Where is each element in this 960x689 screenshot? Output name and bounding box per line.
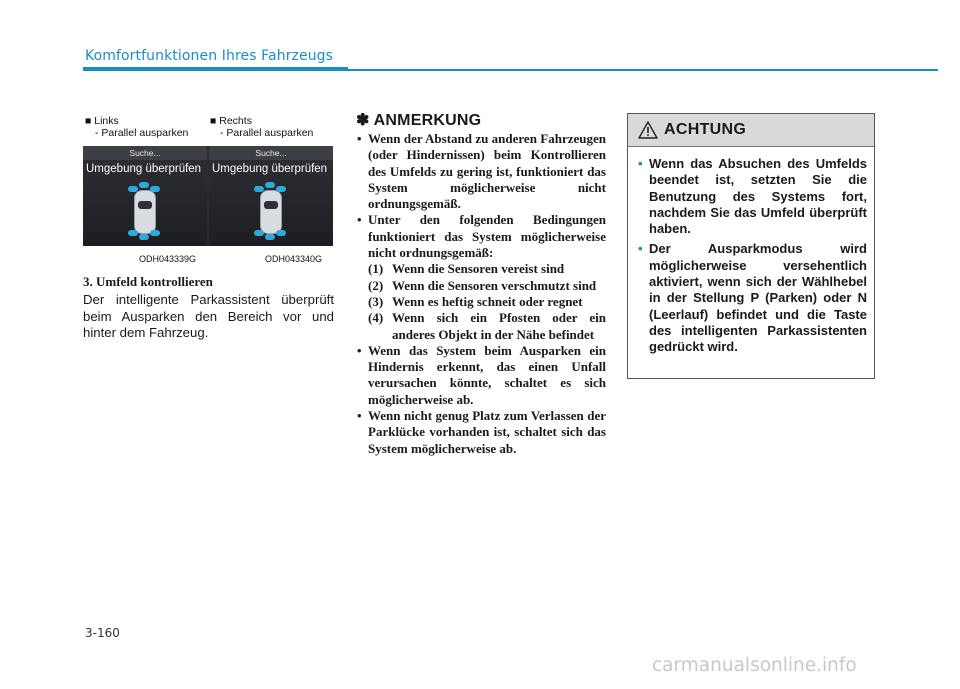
note-item: • Wenn der Abstand zu anderen Fahrzeugen (oder Hindernissen) beim Kontrollieren des Umfelds zu gering ist, funktioniert das System möglicherweise nicht ordnungsgemäß. (356, 131, 606, 212)
front-right-sensor-icon (276, 186, 286, 192)
page-number: 3-160 (85, 626, 120, 640)
condition-item: (1) Wenn die Sensoren vereist sind (368, 261, 565, 277)
display-panel-left (83, 146, 207, 246)
header-rule (348, 69, 938, 71)
caution-header (628, 114, 874, 147)
condition-item: (2) Wenn die Sensoren verschmutzt sind (368, 277, 597, 293)
display-status-right: Suche... (209, 146, 333, 160)
display-title-left: Umgebung überprüfen (86, 163, 202, 175)
note-list (356, 131, 606, 457)
image-code-left: ODH043339G (139, 254, 197, 264)
image-code-right: ODH043340G (265, 254, 323, 264)
rear-left-sensor-icon (128, 230, 138, 236)
section-body: Der intelligente Parkassistent überprüft beim Ausparken den Bereich vor und hinter dem Fahrzeug. (83, 292, 334, 340)
caution-item: • Der Ausparkmodus wird möglicherweise versehentlich aktiviert, wenn sich der Wählhebel in der Stellung P (Parken) oder N (Leerlauf) befindet und die Taste des intelligenten Parkassistenten gedrückt wird. (638, 241, 867, 355)
front-sensor-icon (265, 182, 275, 188)
figure-caption-right-sub: - Parallel ausparken (220, 127, 314, 139)
header-rule-accent (83, 67, 348, 71)
condition-item: (4) Wenn sich ein Pfosten oder ein anderes Objekt in der Nähe befindet (368, 310, 606, 342)
watermark: carmanualsonline.info (652, 655, 857, 676)
figure-caption-left-label: ■ Links (85, 115, 119, 127)
conditions-list (368, 261, 606, 342)
rear-sensor-icon (139, 234, 149, 240)
caution-list (638, 156, 867, 360)
rear-right-sensor-icon (276, 230, 286, 236)
figure-caption-right (210, 115, 313, 139)
car-icon (260, 190, 282, 234)
figure-caption-left (85, 115, 188, 139)
chapter-title: Komfortfunktionen Ihres Fahrzeugs (85, 48, 334, 64)
warning-triangle-icon (638, 121, 658, 144)
caution-box (627, 113, 875, 379)
figure-caption-left-sub: - Parallel ausparken (95, 127, 189, 139)
front-left-sensor-icon (128, 186, 138, 192)
section-heading: 3. Umfeld kontrollieren (83, 274, 213, 289)
note-item: • Unter den folgenden Bedingungen funktioniert das System möglicherweise nicht ordnungsgemäß: (1) Wenn die Sensoren vereist sind (2) Wenn die Sensoren verschmutzt sind (3) Wenn es heftig schneit oder regnet (4) Wenn sich ein Pfosten oder ein anderes Objekt in der Nähe befindet (356, 212, 606, 342)
rear-left-sensor-icon (254, 230, 264, 236)
parking-assist-display-figure (83, 146, 333, 246)
display-panel-right (209, 146, 333, 246)
rear-sensor-icon (265, 234, 275, 240)
rear-right-sensor-icon (150, 230, 160, 236)
front-sensor-icon (139, 182, 149, 188)
caution-item: • Wenn das Absuchen des Umfelds beendet ist, setzten Sie die Benutzung des Systems fort, nachdem Sie das Umfeld überprüft haben. (638, 156, 867, 237)
front-left-sensor-icon (254, 186, 264, 192)
caution-title: ACHTUNG (664, 121, 747, 138)
note-heading: ✽ ANMERKUNG (356, 112, 482, 129)
car-icon (134, 190, 156, 234)
note-item: • Wenn nicht genug Platz zum Verlassen der Parklücke vorhanden ist, schaltet sich das System möglicherweise ab. (356, 408, 606, 457)
display-title-right: Umgebung überprüfen (212, 163, 328, 175)
front-right-sensor-icon (150, 186, 160, 192)
condition-item: (3) Wenn es heftig schneit oder regnet (368, 293, 583, 309)
note-item: • Wenn das System beim Ausparken ein Hindernis erkennt, das einen Unfall verursachen könnte, schaltet es sich möglicherweise ab. (356, 343, 606, 408)
display-status-left: Suche... (83, 146, 207, 160)
figure-caption-right-label: ■ Rechts (210, 115, 252, 127)
